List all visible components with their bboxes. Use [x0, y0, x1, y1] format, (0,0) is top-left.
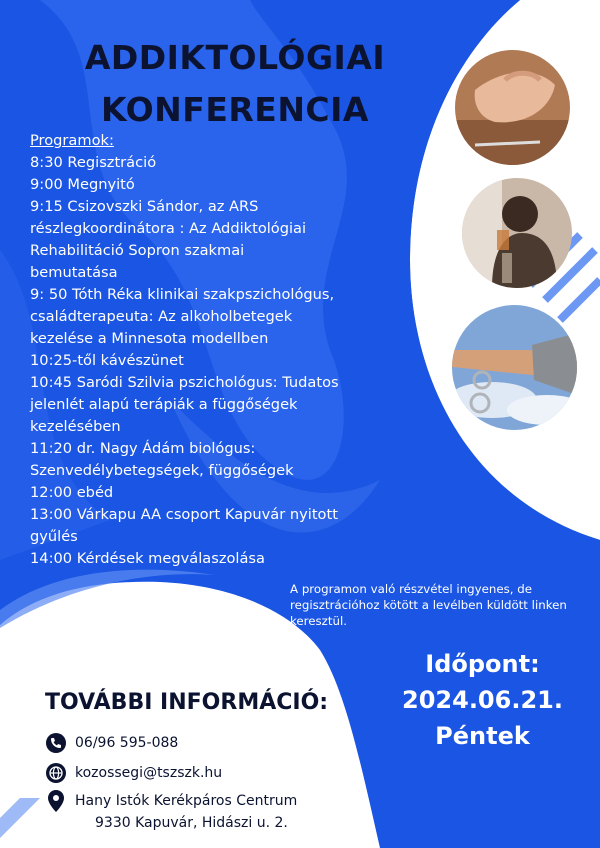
location-pin-icon: [45, 790, 67, 812]
program-line: gyűlés: [30, 528, 78, 545]
date-value: 2024.06.21.: [402, 686, 563, 714]
program-line: Rehabilitáció Sopron szakmai: [30, 242, 245, 259]
program-line: 9:00 Megnyitó: [30, 176, 135, 193]
title-line-1: ADDIKTOLÓGIAI: [84, 38, 386, 77]
program-line: kezelése a Minnesota modellben: [30, 330, 269, 347]
phone-number[interactable]: 06/96 595-088: [75, 735, 179, 751]
program-line: részlegkoordinátora : Az Addiktológiai: [30, 220, 307, 237]
address-line-2: 9330 Kapuvár, Hidászi u. 2.: [95, 815, 288, 831]
registration-note: [290, 581, 590, 629]
program-line: 10:45 Saródi Szilvia pszichológus: Tudatos: [30, 374, 339, 391]
program-line: kezelésében: [30, 418, 121, 435]
program-line: 9: 50 Tóth Réka klinikai szakpszichológus,: [30, 286, 335, 303]
email-contact: [45, 762, 222, 784]
program-line: családterapeuta: Az alkoholbetegek: [30, 308, 293, 325]
title-line-2: KONFERENCIA: [101, 90, 369, 129]
drinking-person-photo: [462, 178, 572, 288]
phone-icon: [45, 732, 67, 754]
program-line: 8:30 Regisztráció: [30, 154, 157, 171]
program-header: Programok:: [30, 132, 114, 149]
address-contact: [45, 790, 297, 834]
program-line: 12:00 ebéd: [30, 484, 114, 501]
note-line: keresztül.: [290, 614, 347, 628]
program-list: [30, 130, 375, 570]
phone-contact: [45, 732, 178, 754]
email-address[interactable]: kozossegi@tszszk.hu: [75, 765, 223, 781]
program-line: 9:15 Csizovszki Sándor, az ARS: [30, 198, 259, 215]
hand-syringe-photo: [455, 50, 570, 165]
program-line: jelenlét alapú terápiák a függőségek: [30, 396, 298, 413]
globe-icon: [45, 762, 67, 784]
program-line: 11:20 dr. Nagy Ádám biológus:: [30, 440, 256, 457]
info-title: TOVÁBBI INFORMÁCIÓ:: [45, 690, 329, 715]
date-label: Időpont:: [425, 650, 540, 678]
date-day: Péntek: [435, 722, 530, 750]
program-line: bemutatása: [30, 264, 118, 281]
note-line: A programon való részvétel ingyenes, de: [290, 582, 533, 596]
program-line: Szenvedélybetegségek, függőségek: [30, 462, 294, 479]
note-line: regisztrációhoz kötött a levélben küldött linken: [290, 598, 567, 612]
address-block: [75, 790, 297, 834]
program-line: 10:25-től kávészünet: [30, 352, 184, 369]
program-line: 13:00 Várkapu AA csoport Kapuvár nyitott: [30, 506, 338, 523]
program-line: 14:00 Kérdések megválaszolása: [30, 550, 265, 567]
handcuffed-arm-photo: [452, 305, 577, 430]
address-line-1: Hany Istók Kerékpáros Centrum: [75, 793, 298, 809]
